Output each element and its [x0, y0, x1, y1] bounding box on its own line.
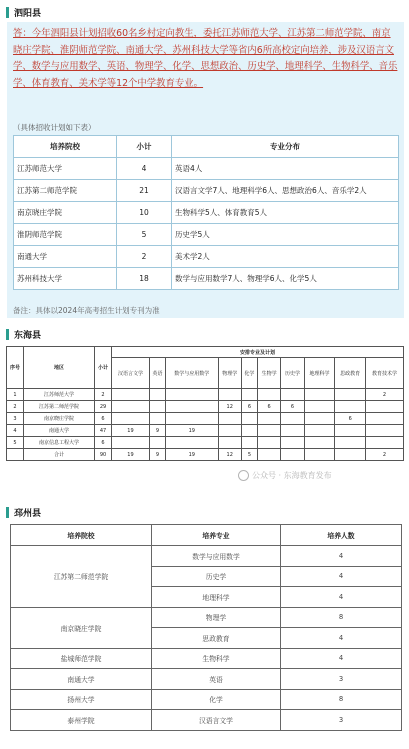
col-header-seq: 序号	[7, 347, 24, 389]
cell-value	[112, 401, 150, 413]
cell-value	[281, 389, 304, 401]
cell-subtotal: 18	[117, 268, 172, 290]
cell-value	[218, 425, 241, 437]
cell-subtotal: 2	[117, 246, 172, 268]
table-row	[7, 425, 404, 437]
section-marker	[6, 507, 9, 518]
cell-school: 南京晓庄学院	[14, 202, 117, 224]
watermark	[238, 470, 332, 481]
cell-value: 2	[366, 389, 404, 401]
cell-major: 物理学	[152, 607, 281, 628]
col-header-school: 培养院校	[11, 525, 152, 546]
cell-value: 6	[257, 401, 280, 413]
cell-value	[304, 401, 335, 413]
cell-value: 6	[281, 401, 304, 413]
section-title-text: 东海县	[14, 330, 42, 341]
cell-value: 12	[218, 401, 241, 413]
cell-value: 29	[95, 401, 112, 413]
cell-value	[112, 413, 150, 425]
cell-count: 3	[281, 669, 402, 690]
cell-value	[166, 437, 219, 449]
section-marker	[6, 7, 9, 18]
cell-value	[241, 413, 257, 425]
cell-value: 6	[241, 401, 257, 413]
section-title-donghai	[6, 327, 41, 341]
col-header-major: 数学与应用数学	[166, 358, 219, 389]
table-header-row	[11, 525, 402, 546]
cell-majors: 数学与应用数学7人、物理学6人、化学5人	[172, 268, 399, 290]
cell-school: 淮阴师范学院	[14, 224, 117, 246]
cell-value	[241, 425, 257, 437]
cell-count: 3	[281, 710, 402, 731]
cell-value	[366, 401, 404, 413]
cell-value	[281, 437, 304, 449]
col-header-school: 培养院校	[14, 136, 117, 158]
watermark-text: 公众号 · 东海教育发布	[252, 471, 332, 480]
cell-school: 扬州大学	[11, 689, 152, 710]
cell-value	[218, 413, 241, 425]
col-header-major: 化学	[241, 358, 257, 389]
donghai-table	[6, 346, 404, 461]
section-title-pizhou	[6, 505, 41, 519]
section-title-siyang	[6, 5, 41, 19]
cell-value	[335, 401, 366, 413]
table-row	[11, 648, 402, 669]
cell-school: 南通大学	[14, 246, 117, 268]
cell-value: 12	[218, 449, 241, 461]
col-header-major: 培养专业	[152, 525, 281, 546]
table-row	[7, 401, 404, 413]
cell-region: 南京晓庄学院	[24, 413, 95, 425]
cell-major: 历史学	[152, 566, 281, 587]
cell-value	[281, 449, 304, 461]
cell-value: 90	[95, 449, 112, 461]
cell-value: 3	[7, 413, 24, 425]
cell-majors: 生物科学5人、体育教育5人	[172, 202, 399, 224]
siyang-note: 备注：具体以2024年高考招生计划专刊为准	[13, 306, 160, 315]
cell-value	[166, 413, 219, 425]
cell-majors: 英语4人	[172, 158, 399, 180]
cell-value	[218, 389, 241, 401]
cell-school: 泰州学院	[11, 710, 152, 731]
pizhou-table	[10, 524, 402, 731]
cell-value: 5	[7, 437, 24, 449]
table-row	[11, 669, 402, 690]
table-row	[7, 449, 404, 461]
cell-major: 地理科学	[152, 587, 281, 608]
cell-value	[257, 437, 280, 449]
cell-value: 19	[112, 425, 150, 437]
cell-school: 江苏第二师范学院	[11, 546, 152, 608]
cell-subtotal: 4	[117, 158, 172, 180]
cell-region: 江苏第二师范学院	[24, 401, 95, 413]
cell-value	[166, 389, 219, 401]
table-row	[14, 202, 399, 224]
table-row	[14, 180, 399, 202]
cell-value: 1	[7, 389, 24, 401]
cell-subtotal: 10	[117, 202, 172, 224]
table-row	[14, 268, 399, 290]
siyang-subnote: （具体招收计划如下表）	[13, 123, 96, 132]
col-header-group: 安排专业及计划	[112, 347, 404, 358]
cell-value: 6	[335, 413, 366, 425]
cell-value	[112, 389, 150, 401]
section-title-text: 邳州县	[14, 508, 42, 519]
cell-major: 化学	[152, 689, 281, 710]
cell-value	[257, 389, 280, 401]
siyang-intro-text: 答：今年泗阳县计划招收60名乡村定向教生，委托江苏师范大学、江苏第二师范学院、南京晓庄学院、淮阴师范学院、南通大学、苏州科技大学等省内6所高校定向培养，涉及汉语言文学、数学与应用数学、英语、物理学、化学、思想政治、历史学、地理科学、生物科学、音乐学、体育教育、美术学等12个中学教育专业。	[13, 28, 398, 89]
cell-value	[257, 413, 280, 425]
cell-region: 江苏师范大学	[24, 389, 95, 401]
cell-value	[335, 389, 366, 401]
table-row	[11, 689, 402, 710]
table-row	[7, 437, 404, 449]
cell-value	[241, 437, 257, 449]
cell-value	[281, 425, 304, 437]
col-header-major: 地理科学	[304, 358, 335, 389]
section-title-text: 泗阳县	[14, 8, 42, 19]
cell-subtotal: 21	[117, 180, 172, 202]
cell-value: 5	[241, 449, 257, 461]
cell-value	[304, 413, 335, 425]
cell-value: 19	[112, 449, 150, 461]
col-header-region: 地区	[24, 347, 95, 389]
table-row	[14, 224, 399, 246]
table-row	[14, 246, 399, 268]
cell-value: 9	[149, 449, 165, 461]
cell-value	[112, 437, 150, 449]
cell-region: 合计	[24, 449, 95, 461]
table-row	[14, 158, 399, 180]
cell-school: 盐城师范学院	[11, 648, 152, 669]
cell-subtotal: 5	[117, 224, 172, 246]
cell-value	[335, 425, 366, 437]
col-header-major: 思政教育	[335, 358, 366, 389]
cell-count: 4	[281, 648, 402, 669]
cell-school: 江苏第二师范学院	[14, 180, 117, 202]
cell-value: 19	[166, 449, 219, 461]
cell-majors: 历史学5人	[172, 224, 399, 246]
col-header-subtotal: 小计	[117, 136, 172, 158]
section-marker	[6, 329, 9, 340]
cell-school: 江苏师范大学	[14, 158, 117, 180]
cell-value	[366, 437, 404, 449]
col-header-major: 英语	[149, 358, 165, 389]
cell-value	[304, 425, 335, 437]
cell-value: 4	[7, 425, 24, 437]
col-header-majors: 专业分布	[172, 136, 399, 158]
cell-region: 南通大学	[24, 425, 95, 437]
cell-value	[335, 449, 366, 461]
table-header-row	[14, 136, 399, 158]
col-header-major: 历史学	[281, 358, 304, 389]
cell-major: 生物科学	[152, 648, 281, 669]
table-row	[11, 607, 402, 628]
cell-value	[304, 389, 335, 401]
cell-value	[149, 389, 165, 401]
col-header-subtotal: 小计	[95, 347, 112, 389]
col-header-major: 物理学	[218, 358, 241, 389]
cell-major: 思政教育	[152, 628, 281, 649]
cell-school: 南通大学	[11, 669, 152, 690]
cell-value: 6	[95, 413, 112, 425]
cell-value: 2	[95, 389, 112, 401]
cell-value: 6	[95, 437, 112, 449]
table-row	[11, 710, 402, 731]
table-row	[11, 546, 402, 567]
cell-value	[7, 449, 24, 461]
cell-value	[218, 437, 241, 449]
siyang-panel	[7, 22, 404, 318]
cell-count: 8	[281, 689, 402, 710]
cell-value	[281, 413, 304, 425]
cell-value	[166, 401, 219, 413]
cell-count: 4	[281, 628, 402, 649]
cell-value: 2	[366, 449, 404, 461]
cell-value	[366, 425, 404, 437]
cell-count: 4	[281, 587, 402, 608]
cell-school: 南京晓庄学院	[11, 607, 152, 648]
cell-majors: 汉语言文学7人、地理科学6人、思想政治6人、音乐学2人	[172, 180, 399, 202]
cell-count: 8	[281, 607, 402, 628]
cell-value	[241, 389, 257, 401]
cell-value	[366, 413, 404, 425]
cell-value: 9	[149, 425, 165, 437]
table-row	[7, 389, 404, 401]
col-header-count: 培养人数	[281, 525, 402, 546]
table-header-row	[7, 347, 404, 358]
cell-school: 苏州科技大学	[14, 268, 117, 290]
cell-major: 汉语言文学	[152, 710, 281, 731]
cell-value	[304, 449, 335, 461]
cell-value	[257, 449, 280, 461]
table-row	[7, 413, 404, 425]
cell-count: 4	[281, 546, 402, 567]
cell-value	[149, 401, 165, 413]
col-header-major: 教育技术学	[366, 358, 404, 389]
cell-value	[149, 437, 165, 449]
siyang-table	[13, 135, 399, 290]
wechat-icon	[238, 470, 249, 481]
cell-value	[149, 413, 165, 425]
cell-major: 英语	[152, 669, 281, 690]
cell-count: 4	[281, 566, 402, 587]
cell-major: 数学与应用数学	[152, 546, 281, 567]
col-header-major: 生物学	[257, 358, 280, 389]
cell-value: 47	[95, 425, 112, 437]
siyang-intro	[13, 26, 399, 92]
cell-majors: 美术学2人	[172, 246, 399, 268]
cell-region: 南京信息工程大学	[24, 437, 95, 449]
cell-value	[304, 437, 335, 449]
col-header-major: 汉语言文学	[112, 358, 150, 389]
cell-value: 2	[7, 401, 24, 413]
cell-value: 19	[166, 425, 219, 437]
cell-value	[335, 437, 366, 449]
cell-value	[257, 425, 280, 437]
